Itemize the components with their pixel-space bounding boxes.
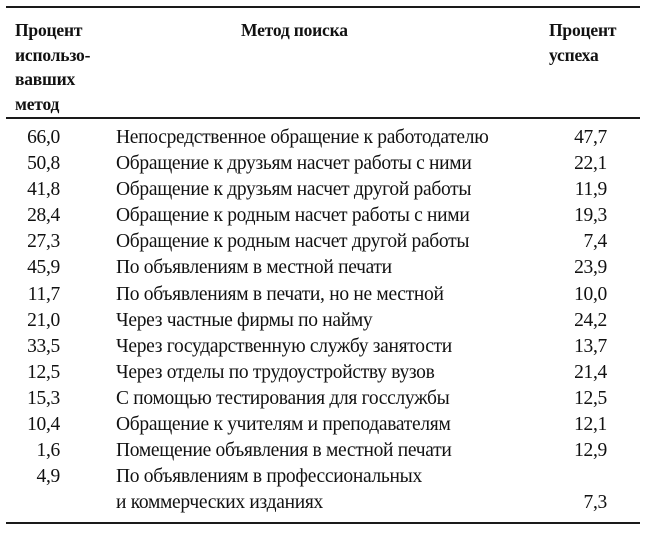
success-cell: 12,1	[574, 414, 607, 436]
method-cell: По объявлениям в печати, но не местной	[116, 283, 444, 305]
success-cell: 13,7	[574, 335, 607, 357]
usage-cell: 12,5	[27, 361, 60, 383]
method-cell: Через отделы по трудоустройству вузов	[116, 361, 435, 383]
method-cell: Через частные фирмы по найму	[116, 309, 373, 331]
success-cell: 7,4	[583, 231, 607, 253]
method-line: По объявлениям в профессиональных	[116, 466, 422, 488]
success-cell: 19,3	[574, 205, 607, 227]
method-cell: Обращение к друзьям насчет работы с ними	[116, 153, 472, 175]
method-cell: Через государственную службу занятости	[116, 335, 452, 357]
success-cell: 7,3	[583, 492, 607, 514]
header-usage-percent	[15, 18, 125, 116]
header-usage-line: метод	[15, 93, 60, 114]
success-cell: 22,1	[574, 153, 607, 175]
header-method: Метод поиска	[241, 20, 348, 40]
header-usage-line: Процент	[15, 20, 83, 40]
method-cell: С помощью тестирования для госслужбы	[116, 387, 450, 409]
usage-cell: 33,5	[27, 335, 60, 357]
success-cell: 12,5	[574, 387, 607, 409]
table-row	[0, 125, 650, 151]
method-line: и коммерческих изданиях	[116, 492, 323, 514]
method-cell: Обращение к родным насчет работы с ними	[116, 205, 470, 227]
method-cell: Обращение к учителям и преподавателям	[116, 414, 451, 436]
usage-cell: 10,4	[27, 414, 60, 436]
table-row	[0, 255, 650, 281]
table-row	[0, 438, 650, 464]
usage-cell: 21,0	[27, 309, 60, 331]
usage-cell: 41,8	[27, 179, 60, 201]
table-row	[0, 282, 650, 308]
table-body	[0, 125, 650, 516]
usage-cell: 1,6	[36, 440, 60, 462]
success-cell: 47,7	[574, 127, 607, 148]
method-cell: Обращение к друзьям насчет другой работы	[116, 179, 472, 201]
method-cell: Непосредственное обращение к работодателю	[116, 127, 489, 148]
header-success-line: Процент	[549, 20, 617, 40]
usage-cell: 50,8	[27, 153, 60, 175]
header-success-percent	[549, 18, 639, 67]
table-row	[0, 308, 650, 334]
header-rule	[6, 117, 640, 119]
usage-cell: 66,0	[27, 127, 60, 148]
method-cell: Обращение к родным насчет другой работы	[116, 231, 470, 253]
usage-cell: 15,3	[27, 387, 60, 409]
table-row	[0, 203, 650, 229]
success-cell: 12,9	[574, 440, 607, 462]
method-cell	[116, 464, 422, 516]
table-row	[0, 177, 650, 203]
usage-cell: 11,7	[27, 283, 60, 305]
header-usage-line: вавших	[15, 69, 76, 89]
bottom-rule	[6, 522, 640, 524]
table-row	[0, 229, 650, 255]
usage-cell: 28,4	[27, 205, 60, 227]
method-cell: Помещение объявления в местной печати	[116, 440, 452, 462]
method-cell: По объявлениям в местной печати	[116, 257, 392, 279]
table-row	[0, 151, 650, 177]
success-cell: 11,9	[574, 179, 607, 201]
table-row	[0, 360, 650, 386]
success-cell: 21,4	[574, 361, 607, 383]
table-row	[0, 334, 650, 360]
success-cell: 10,0	[574, 283, 607, 305]
usage-cell: 27,3	[27, 231, 60, 253]
usage-cell: 45,9	[27, 257, 60, 279]
success-cell: 24,2	[574, 309, 607, 331]
table-row	[0, 464, 650, 516]
header-success-line: успеха	[549, 44, 599, 65]
success-cell: 23,9	[574, 257, 607, 279]
top-rule	[6, 6, 640, 8]
usage-cell: 4,9	[36, 466, 60, 488]
table-row	[0, 386, 650, 412]
table-row	[0, 412, 650, 438]
header-usage-line: использо-	[15, 44, 91, 65]
